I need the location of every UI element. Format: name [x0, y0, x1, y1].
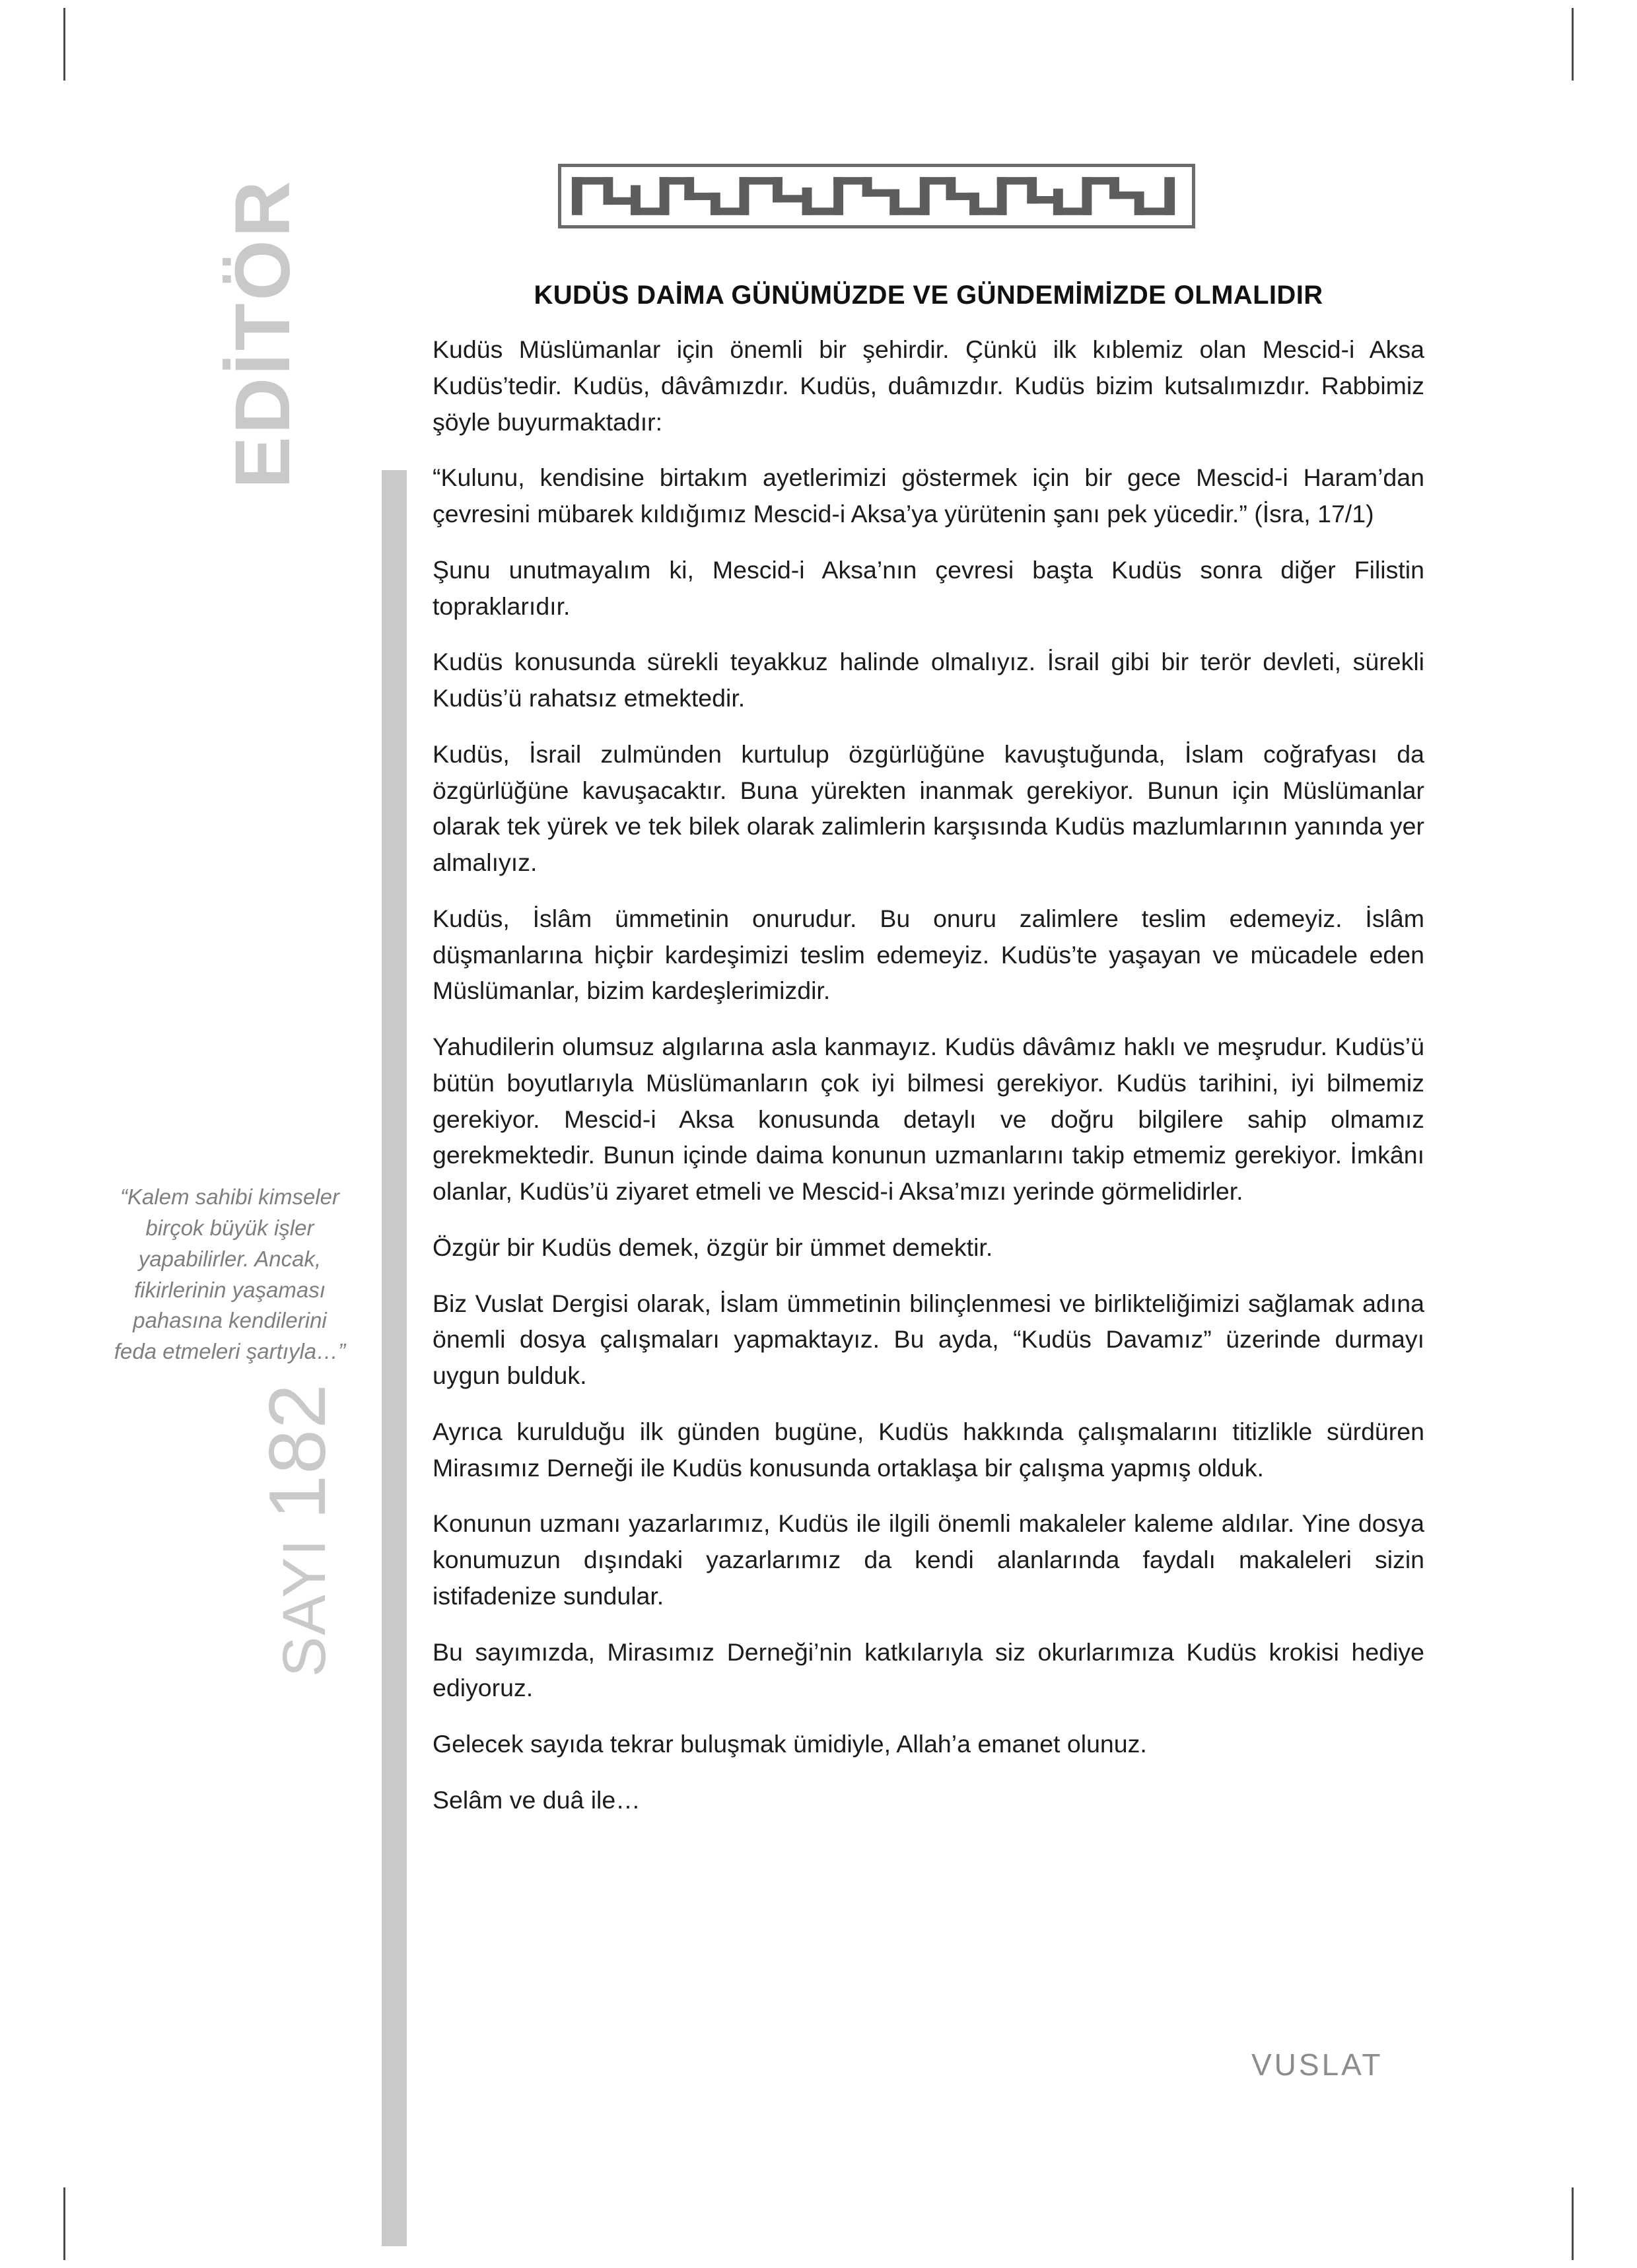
paragraph: Kudüs konusunda sürekli teyakkuz halinde olmalıyız. İsrail gibi bir terör devleti, sürekli Kudüs’ü rahatsız etmektedir.: [433, 648, 1424, 712]
article-body: [433, 281, 1424, 1818]
pull-quote: “Kalem sahibi kimseler birçok büyük işler yapabilirler. Ancak, fikirlerinin yaşaması pahasına kendilerini feda etmeleri şartıyla…”: [114, 1185, 346, 1364]
quran-quote-paragraph: “Kulunu, kendisine birtakım ayetlerimizi göstermek için bir gece Mescid-i Haram’dan çevresini mübarek kıldığımız Mescid-i Aksa’ya yürütenin şanı pek yücedir.” (İsra, 17/1): [433, 464, 1424, 528]
issue-label: [251, 1383, 343, 1677]
paragraph: Gelecek sayıda tekrar buluşmak ümidiyle, Allah’a emanet olunuz.: [433, 1730, 1147, 1758]
paragraph: Özgür bir Kudüs demek, özgür bir ümmet demektir.: [433, 1233, 993, 1261]
crop-mark-bottom-right: [1572, 2187, 1574, 2260]
section-label-editor: EDİTÖR: [219, 178, 306, 489]
paragraph: Şunu unutmayalım ki, Mescid-i Aksa’nın çevresi başta Kudüs sonra diğer Filistin topraklarıdır.: [433, 555, 1424, 620]
paragraph: Kudüs, İsrail zulmünden kurtulup özgürlüğüne kavuştuğunda, İslam coğrafyası da özgürlüğüne kavuşacaktır. Buna yürekten inanmak gerekiyor. Bunun için Müslümanlar olarak tek yürek ve tek bilek olarak zalimlerin karşısında Kudüs mazlumlarının yanında yer almalıyız.: [433, 739, 1424, 876]
paragraph: Kudüs, İslâm ümmetinin onurudur. Bu onuru zalimlere teslim edemeyiz. İslâm düşmanlarına hiçbir kardeşimizi teslim edemeyiz. Kudüs’te yaşayan ve mücadele eden Müslümanlar, bizim kardeşlerimizdir.: [433, 904, 1424, 1005]
issue-prefix: SAYI: [271, 1538, 338, 1677]
closing-paragraph: Selâm ve duâ ile…: [433, 1785, 641, 1814]
brand-signoff: VUSLAT: [1251, 2047, 1383, 2082]
kufic-ornament-icon: [558, 164, 1195, 228]
paragraph: Biz Vuslat Dergisi olarak, İslam ümmetinin bilinçlenmesi ve birlikteliğimizi sağlamak adına önemli dosya çalışmaları yapmaktayız. Bu ayda, “Kudüs Davamız” üzerinde durmayı uygun bulduk.: [433, 1289, 1424, 1389]
left-vertical-rule: [382, 470, 407, 2246]
page-title: KUDÜS DAİMA GÜNÜMÜZDE VE GÜNDEMİMİZDE OLMALIDIR: [534, 281, 1323, 310]
crop-mark-top-right: [1572, 8, 1574, 81]
paragraph: Yahudilerin olumsuz algılarına asla kanmayız. Kudüs dâvâmız haklı ve meşrudur. Kudüs’ü bütün boyutlarıyla Müslümanların çok iyi bilmesi gerekiyor. Kudüs tarihini, iyi bilmemiz gerekiyor. Mescid-i Aksa konusunda detaylı ve doğru bilgilere sahip olmamız gerekmektedir. Bunun içinde daima konunun uzmanlarını takip etmemiz gerekiyor. İmkânı olanlar, Kudüs’ü ziyaret etmeli ve Mescid-i Aksa’mızı yerinde görmelidirler.: [433, 1033, 1424, 1205]
paragraph: Ayrıca kurulduğu ilk günden bugüne, Kudüs hakkında çalışmalarını titizlikle sürdüren Mirasımız Derneği ile Kudüs konusunda ortaklaşa bir çalışma yapmış olduk.: [433, 1417, 1424, 1482]
paragraph: Konunun uzmanı yazarlarımız, Kudüs ile ilgili önemli makaleler kaleme aldılar. Yine dosya konumuzun dışındaki yazarlarımız da kendi alanlarında faydalı makaleleri sizin istifadenize sundular.: [433, 1509, 1424, 1610]
paragraph: Kudüs Müslümanlar için önemli bir şehirdir. Çünkü ilk kıblemiz olan Mescid-i Aksa Kudüs’tedir. Kudüs, dâvâmızdır. Kudüs, duâmızdır. Kudüs bizim kutsalımızdır. Rabbimiz şöyle buyurmaktadır:: [433, 335, 1424, 436]
issue-number: 182: [252, 1383, 342, 1520]
kufic-ornament-art: [569, 174, 1184, 219]
paragraph: Bu sayımızda, Mirasımız Derneği’nin katkılarıyla siz okurlarımıza Kudüs krokisi hediye ediyoruz.: [433, 1637, 1424, 1702]
crop-mark-top-left: [63, 8, 65, 81]
crop-mark-bottom-left: [63, 2187, 65, 2260]
